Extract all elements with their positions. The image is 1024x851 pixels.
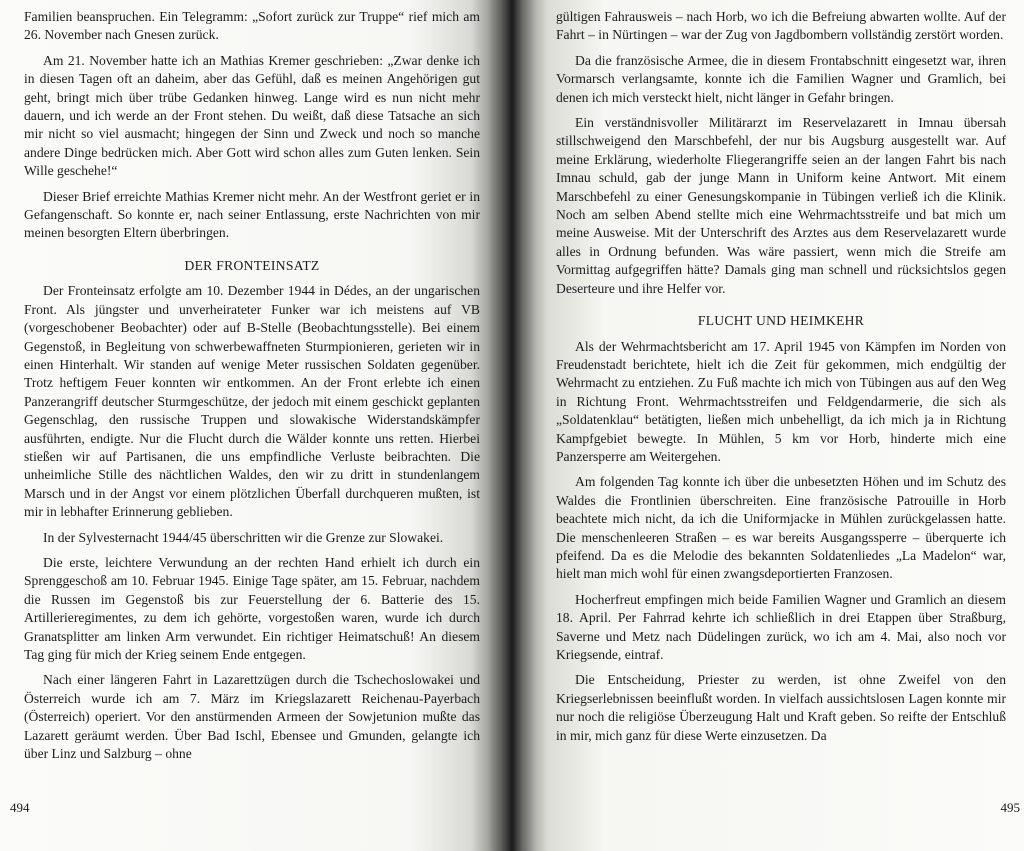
paragraph: In der Sylvesternacht 1944/45 überschritten wir die Grenze zur Slowakei. [43, 529, 444, 545]
paragraph: Nach einer längeren Fahrt in Lazarettzügen durch die Tschechoslowakei und Österreich wurde ich am 7. März im Kriegslazarett Reichenau-Payerbach (Österreich) operiert. Vor den anstürmenden Armeen der Sowjetunion mußte das Lazarett geräumt werden. Über Bad Ischl, Ebensee und Gmunden, gelangte ich über Linz und Salzburg – ohne [24, 672, 480, 762]
paragraph: gültigen Fahrausweis – nach Horb, wo ich die Befreiung abwarten wollte. Auf der Fahrt – in Nürtingen – war der Zug von Jagdbombern vollständig zerstört worden. [556, 9, 1006, 43]
paragraph: Als der Wehrmachtsbericht am 17. April 1945 von Kämpfen im Norden von Freudenstadt berichtete, hielt ich die Zeit für gekommen, mich endgültig der Wehrmacht zu entziehen. Zu Fuß machte ich mich von Tübingen aus auf den Weg in Richtung Front. Wehrmachtsstreifen und Feldgendarmerie, die sich als „Soldatenklau“ betätigten, ließen mich unbehelligt, da ich mich ja in Richtung Kampfgebiet bewegte. In Mühlen, 5 km vor Horb, hinderte mich eine Panzersperre am Weitergehen. [556, 338, 1006, 464]
paragraph: Familien beanspruchen. Ein Telegramm: „Sofort zurück zur Truppe“ rief mich am 26. November nach Gnesen zurück. [24, 9, 480, 43]
paragraph: Ein verständnisvoller Militärarzt im Reservelazarett in Imnau übersah stillschweigend den Marschbefehl, der nur bis Augsburg ausgestellt war. Auf meine Erklärung, wiederholte Fliegerangriffe seien an der langen Fahrt bis nach Imnau schuld, gab der junge Mann in Uniform keine Antwort. Mit einem Marschbefehl zu einer Genesungskompanie in Tübingen verließ ich die Klinik. Noch am selben Abend stellte mich eine Wehrmachtsstreife und bat mich um meine Ausweise. Mit der Unterschrift des Arztes aus dem Reservelazarett wurde alles in Ordnung befunden. Was wäre passiert, wenn mich die Streife am Vormittag aufgegriffen hätte? Damals ging man schnell und rücksichtslos gegen Deserteure und ihre Helfer vor. [556, 115, 1006, 296]
paragraph: Die erste, leichtere Verwundung an der rechten Hand erhielt ich durch ein Sprenggeschoß am 10. Februar 1945. Einige Tage später, am 15. Februar, nachdem die Russen im Gegenstoß bis zur Feuerstellung der 6. Batterie des 15. Artillerieregimentes, zu dem ich gehörte, vorgestoßen waren, wurde ich durch Granatsplitter am linken Arm verwundet. Ein richtiger Heimatschuß! An diesem Tag ging für mich der Krieg seinem Ende entgegen. [24, 554, 480, 662]
page-number: 494 [10, 800, 30, 815]
paragraph: Die Entscheidung, Priester zu werden, ist ohne Zweifel von den Kriegserlebnissen beeinflußt worden. In vielfach aussichtslosen Lagen konnte mir nur noch die religiöse Überzeugung Halt und Kraft geben. So reifte der Entschluß in mir, mich ganz für diese Werte einzusetzen. Da [556, 672, 1006, 743]
paragraph: Dieser Brief erreichte Mathias Kremer nicht mehr. An der Westfront geriet er in Gefangenschaft. So konnte er, nach seiner Entlassung, erste Nachrichten von mir meinen besorgten Eltern überbringen. [24, 188, 480, 241]
right-page [512, 0, 1024, 851]
paragraph: Hocherfreut empfingen mich beide Familien Wagner und Gramlich an diesem 18. April. Per Fahrrad kehrte ich schließlich in drei Etappen über Straßburg, Saverne und Metz nach Düdelingen zurück, wo ich am 4. Mai, also noch vor Kriegsende, eintraf. [556, 591, 1006, 662]
right-page-text [556, 8, 1006, 752]
page-number: 495 [1000, 800, 1020, 815]
paragraph: Der Fronteinsatz erfolgte am 10. Dezember 1944 in Dédes, an der ungarischen Front. Als jüngster und unverheirateter Funker war ich meistens auf VB (vorgeschobener Beobachter) oder auf B-Stelle (Beobachtungsstelle). Bei einem Gegenstoß, in Begleitung von schwerbewaffneten Sturmpionieren, gerieten wir in einen Hinterhalt. Wir standen auf wenige Meter russischen Soldaten gegenüber. Trotz heftigem Feuer konnten wir entkommen. An der Front erlebte ich einen Panzerangriff deutscher Sturmgeschütze, der jedoch mit einem geschickt geplanten Gegenschlag, den russische Truppen und slowakische Widerstandskämpfer ausführten, endigte. Nur die Flucht durch die Wälder konnte uns retten. Hierbei stießen wir auf Partisanen, die uns empfindliche Verluste beibrachten. Die unheimliche Stille des nächtlichen Waldes, den wir zu dritt in stundenlangem Marsch und in der Angst vor einem plötzlichen Überfall durchqueren mußten, ist mir in lebhafter Erinnerung geblieben. [24, 283, 480, 520]
section-heading: FLUCHT UND HEIMKEHR [697, 313, 865, 329]
paragraph: Am folgenden Tag konnte ich über die unbesetzten Höhen und im Schutz des Waldes die Frontlinien überschreiten. Eine französische Patrouille in Horb beachtete mich nicht, da ich die Uniformjacke in Mühlen zurückgelassen hatte. Die menschenleeren Straßen – es war bereits Ausgangssperre – überquerte ich pfeifend. Da es die Melodie des bekannten Soldatenliedes „La Madelon“ war, hielt man mich wohl für einen zwangsdeportierten Franzosen. [556, 474, 1006, 582]
section-heading: DER FRONTEINSATZ [184, 257, 320, 273]
paragraph: Da die französische Armee, die in diesem Frontabschnitt eingesetzt war, ihren Vormarsch verlangsamte, konnte ich die Familien Wagner und Gramlich, bei denen ich mich versteckt hielt, nicht länger in Gefahr bringen. [556, 52, 1006, 105]
paragraph: Am 21. November hatte ich an Mathias Kremer geschrieben: „Zwar denke ich in diesen Tagen oft an daheim, aber das Gefühl, daß es meinen Angehörigen gut geht, bringt mich über trübe Gedanken hinweg. Lange wird es nun nicht mehr dauern, und ich werde an der Front stehen. Du weißt, daß diese Tatsache an sich mir nicht so viel ausmacht; hingegen der Sinn und Zweck und noch so manche andere Dinge bedrücken mich. Aber Gott wird schon alles zum Guten lenken. Sein Wille geschehe!“ [24, 52, 480, 179]
left-page-text [24, 8, 480, 770]
